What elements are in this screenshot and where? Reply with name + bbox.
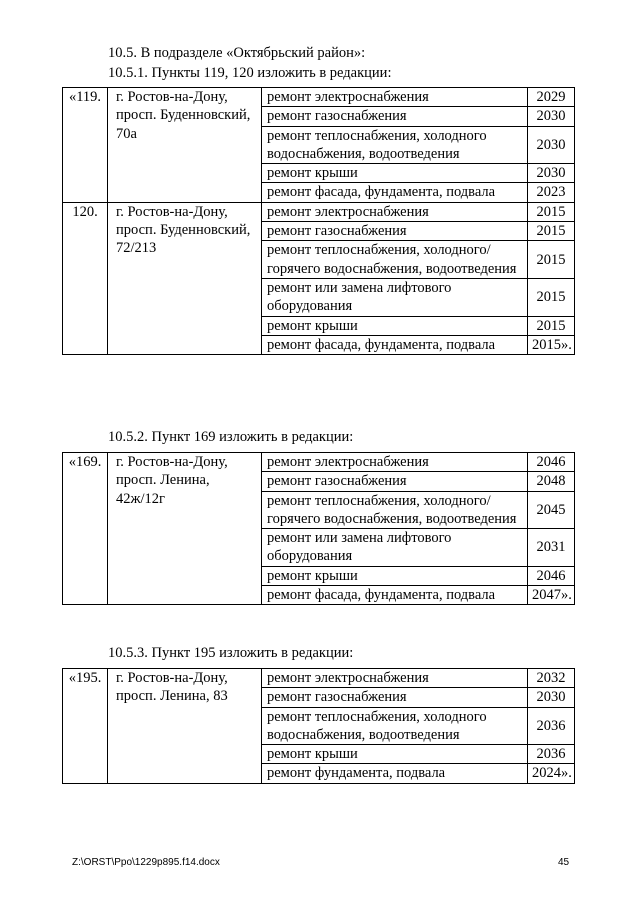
year-cell: 2024». — [528, 764, 575, 783]
work-type-cell: ремонт газоснабжения — [262, 222, 528, 241]
work-type-cell: ремонт фасада, фундамента, подвала — [262, 183, 528, 202]
work-type-cell: ремонт фасада, фундамента, подвала — [262, 335, 528, 354]
work-type-cell: ремонт фасада, фундамента, подвала — [262, 586, 528, 605]
amendment-table-2 — [62, 452, 575, 605]
work-type-cell: ремонт крыши — [262, 316, 528, 335]
year-cell: 2048 — [528, 472, 575, 491]
table-row — [63, 88, 575, 107]
address-cell: г. Ростов-на-Дону, просп. Буденновский, 72/213 — [108, 202, 262, 354]
subsection-heading-1: 10.5.1. Пункты 119, 120 изложить в редакции: — [108, 65, 392, 81]
year-cell: 2030 — [528, 107, 575, 126]
year-cell: 2032 — [528, 669, 575, 688]
year-cell: 2015 — [528, 278, 575, 316]
year-cell: 2030 — [528, 164, 575, 183]
year-cell: 2015 — [528, 202, 575, 221]
work-type-cell: ремонт теплоснабжения, холодного водоснабжения, водоотведения — [262, 707, 528, 745]
year-cell: 2015 — [528, 241, 575, 279]
work-type-cell: ремонт крыши — [262, 745, 528, 764]
work-type-cell: ремонт или замена лифтового оборудования — [262, 278, 528, 316]
subsection-heading-2: 10.5.2. Пункт 169 изложить в редакции: — [108, 429, 354, 445]
work-type-cell: ремонт газоснабжения — [262, 688, 528, 707]
table-row — [63, 202, 575, 221]
year-cell: 2029 — [528, 88, 575, 107]
year-cell: 2023 — [528, 183, 575, 202]
year-cell: 2046 — [528, 453, 575, 472]
section-heading: 10.5. В подразделе «Октябрьский район»: — [108, 45, 366, 61]
item-number: «119. — [63, 88, 108, 203]
table-row — [63, 669, 575, 688]
work-type-cell: ремонт теплоснабжения, холодного/горячего водоснабжения, водоотведения — [262, 491, 528, 529]
amendment-table-1 — [62, 87, 575, 355]
footer-page-number: 45 — [558, 857, 570, 868]
item-number: «195. — [63, 669, 108, 784]
work-type-cell: ремонт теплоснабжения, холодного/горячего водоснабжения, водоотведения — [262, 241, 528, 279]
year-cell: 2015 — [528, 222, 575, 241]
item-number: «169. — [63, 453, 108, 605]
year-cell: 2047». — [528, 586, 575, 605]
work-type-cell: ремонт электроснабжения — [262, 202, 528, 221]
work-type-cell: ремонт электроснабжения — [262, 669, 528, 688]
work-type-cell: ремонт крыши — [262, 164, 528, 183]
year-cell: 2015». — [528, 335, 575, 354]
table-row — [63, 453, 575, 472]
work-type-cell: ремонт крыши — [262, 566, 528, 585]
year-cell: 2036 — [528, 745, 575, 764]
year-cell: 2030 — [528, 688, 575, 707]
footer-file-path: Z:\ORST\Ppo\1229p895.f14.docx — [72, 857, 220, 868]
year-cell: 2036 — [528, 707, 575, 745]
work-type-cell: ремонт или замена лифтового оборудования — [262, 529, 528, 567]
address-cell: г. Ростов-на-Дону, просп. Ленина, 42ж/12г — [108, 453, 262, 605]
year-cell: 2015 — [528, 316, 575, 335]
work-type-cell: ремонт фундамента, подвала — [262, 764, 528, 783]
item-number: 120. — [63, 202, 108, 354]
work-type-cell: ремонт электроснабжения — [262, 88, 528, 107]
work-type-cell: ремонт газоснабжения — [262, 472, 528, 491]
year-cell: 2045 — [528, 491, 575, 529]
address-cell: г. Ростов-на-Дону, просп. Буденновский, 70а — [108, 88, 262, 203]
year-cell: 2046 — [528, 566, 575, 585]
work-type-cell: ремонт теплоснабжения, холодного водоснабжения, водоотведения — [262, 126, 528, 164]
work-type-cell: ремонт электроснабжения — [262, 453, 528, 472]
year-cell: 2030 — [528, 126, 575, 164]
work-type-cell: ремонт газоснабжения — [262, 107, 528, 126]
address-cell: г. Ростов-на-Дону, просп. Ленина, 83 — [108, 669, 262, 784]
subsection-heading-3: 10.5.3. Пункт 195 изложить в редакции: — [108, 645, 354, 661]
year-cell: 2031 — [528, 529, 575, 567]
amendment-table-3 — [62, 668, 575, 784]
